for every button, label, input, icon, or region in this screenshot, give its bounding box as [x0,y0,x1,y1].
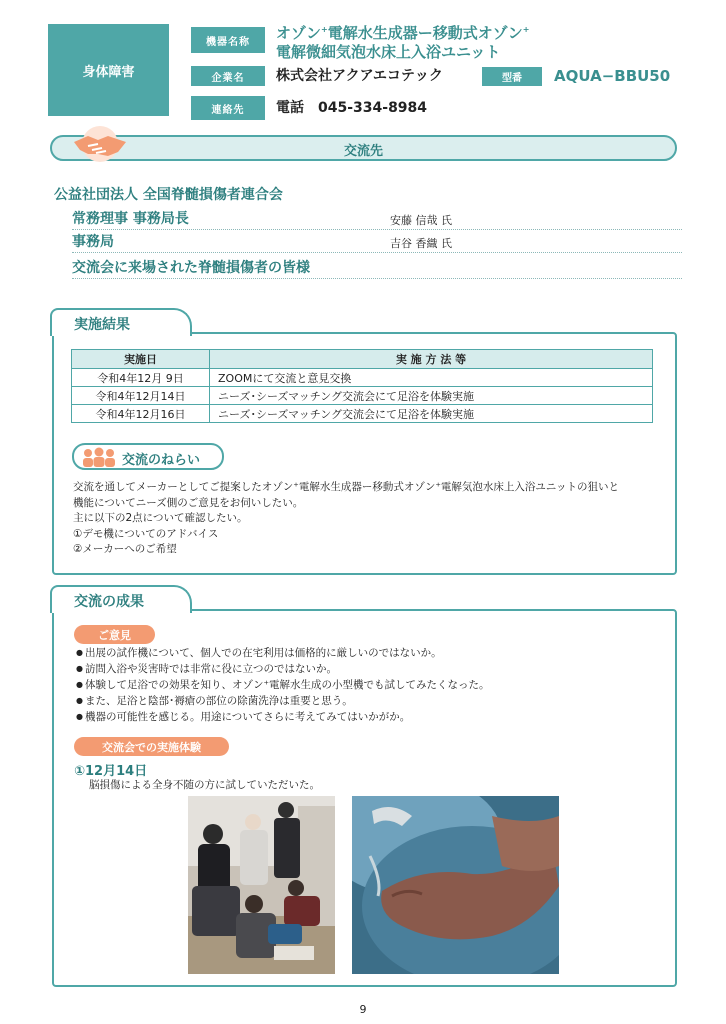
column-header-date: 実施日 [72,350,210,369]
contact-role: 事務局 [72,234,114,250]
company-label: 企業名 [191,66,265,86]
device-name-line1: オゾン+電解水生成器ー移動式オゾン+ [276,24,530,42]
outcome-tab-label: 交流の成果 [50,585,192,613]
opinions-pill: ご意見 [74,625,155,644]
column-header-method: 実 施 方 法 等 [210,350,653,369]
aim-line: ①デモ機についてのアドバイス [73,527,219,540]
experience-note: 脳損傷による全身不随の方に試していただいた。 [89,779,320,791]
contact-row [72,231,682,253]
list-item: ● 出展の試作機について、個人での在宅利用は価格的に厳しいのではないか。 [76,645,676,661]
experience-pill: 交流会での実施体験 [74,737,229,756]
list-item: ● また、足浴と陰部･褥瘡の部位の除菌洗浄は重要と思う。 [76,693,676,709]
page-number: 9 [359,1003,367,1016]
table-cell-date: 令和4年12月 9日 [72,369,210,387]
people-icon [80,447,118,467]
contact-person: 吉谷 香織 氏 [390,237,452,250]
aim-line: 交流を通してメーカーとしてご提案したオゾン⁺電解水生成器ー移動式オゾン⁺電解気泡水床上入浴ユニットの狙いと [73,481,619,493]
table-row [72,405,653,423]
company-name: 株式会社アクアエコテック [276,68,443,84]
contact-row [72,208,682,230]
table-row [72,369,653,387]
list-item: ● 機器の可能性を感じる。用途についてさらに考えてみてはいかがか。 [76,709,676,725]
aim-label: 交流のねらい [122,453,201,468]
contact-label: 連絡先 [191,96,265,120]
aim-line: ②メーカーへのご希望 [73,543,177,555]
device-name-label: 機器名称 [191,27,265,53]
device-name-line2: 電解微細気泡水床上入浴ユニット [276,43,501,61]
exchange-partner-bar [50,135,677,161]
model-label: 型番 [482,67,542,86]
table-cell-date: 令和4年12月16日 [72,405,210,423]
contact-role: 常務理事 事務局長 [72,211,189,227]
opinions-list [76,645,676,725]
table-cell-method: ニーズ･シーズマッチング交流会にて足浴を体験実施 [210,387,653,405]
list-item: ● 訪問入浴や災害時では非常に役に立つのではないか。 [76,661,676,677]
category-box [48,24,169,116]
list-item: ● 体験して足浴での効果を知り、オゾン⁺電解水生成の小型機でも試してみたくなった。 [76,677,676,693]
model-number: AQUA−BBU50 [554,67,671,85]
aim-line: 機能についてニーズ側のご意見をお伺いしたい。 [73,496,304,509]
organization-name: 公益社団法人 全国脊髄損傷者連合会 [54,187,283,203]
contact-row [72,257,682,279]
results-table [71,349,653,423]
table-header-row [72,350,653,369]
aim-text [73,480,663,558]
phone-number: 電話 045-334-8984 [276,100,428,116]
handshake-icon [68,124,132,164]
contact-person: 安藤 信哉 氏 [390,214,452,227]
foot-bath-photo [352,796,559,974]
table-row [72,387,653,405]
table-cell-method: ニーズ･シーズマッチング交流会にて足浴を体験実施 [210,405,653,423]
exchange-event-photo [188,796,335,974]
exchange-partner-title: 交流先 [343,144,383,159]
table-cell-date: 令和4年12月14日 [72,387,210,405]
contact-role: 交流会に来場された脊髄損傷者の皆様 [72,260,310,276]
aim-badge [72,443,224,470]
category-label: 身体障害 [82,64,135,80]
experience-date: ①12月14日 [74,764,148,779]
aim-line: 主に以下の2点について確認したい。 [73,512,248,524]
device-name [276,20,676,62]
table-cell-method: ZOOMにて交流と意見交換 [210,369,653,387]
results-tab-label: 実施結果 [50,308,192,336]
